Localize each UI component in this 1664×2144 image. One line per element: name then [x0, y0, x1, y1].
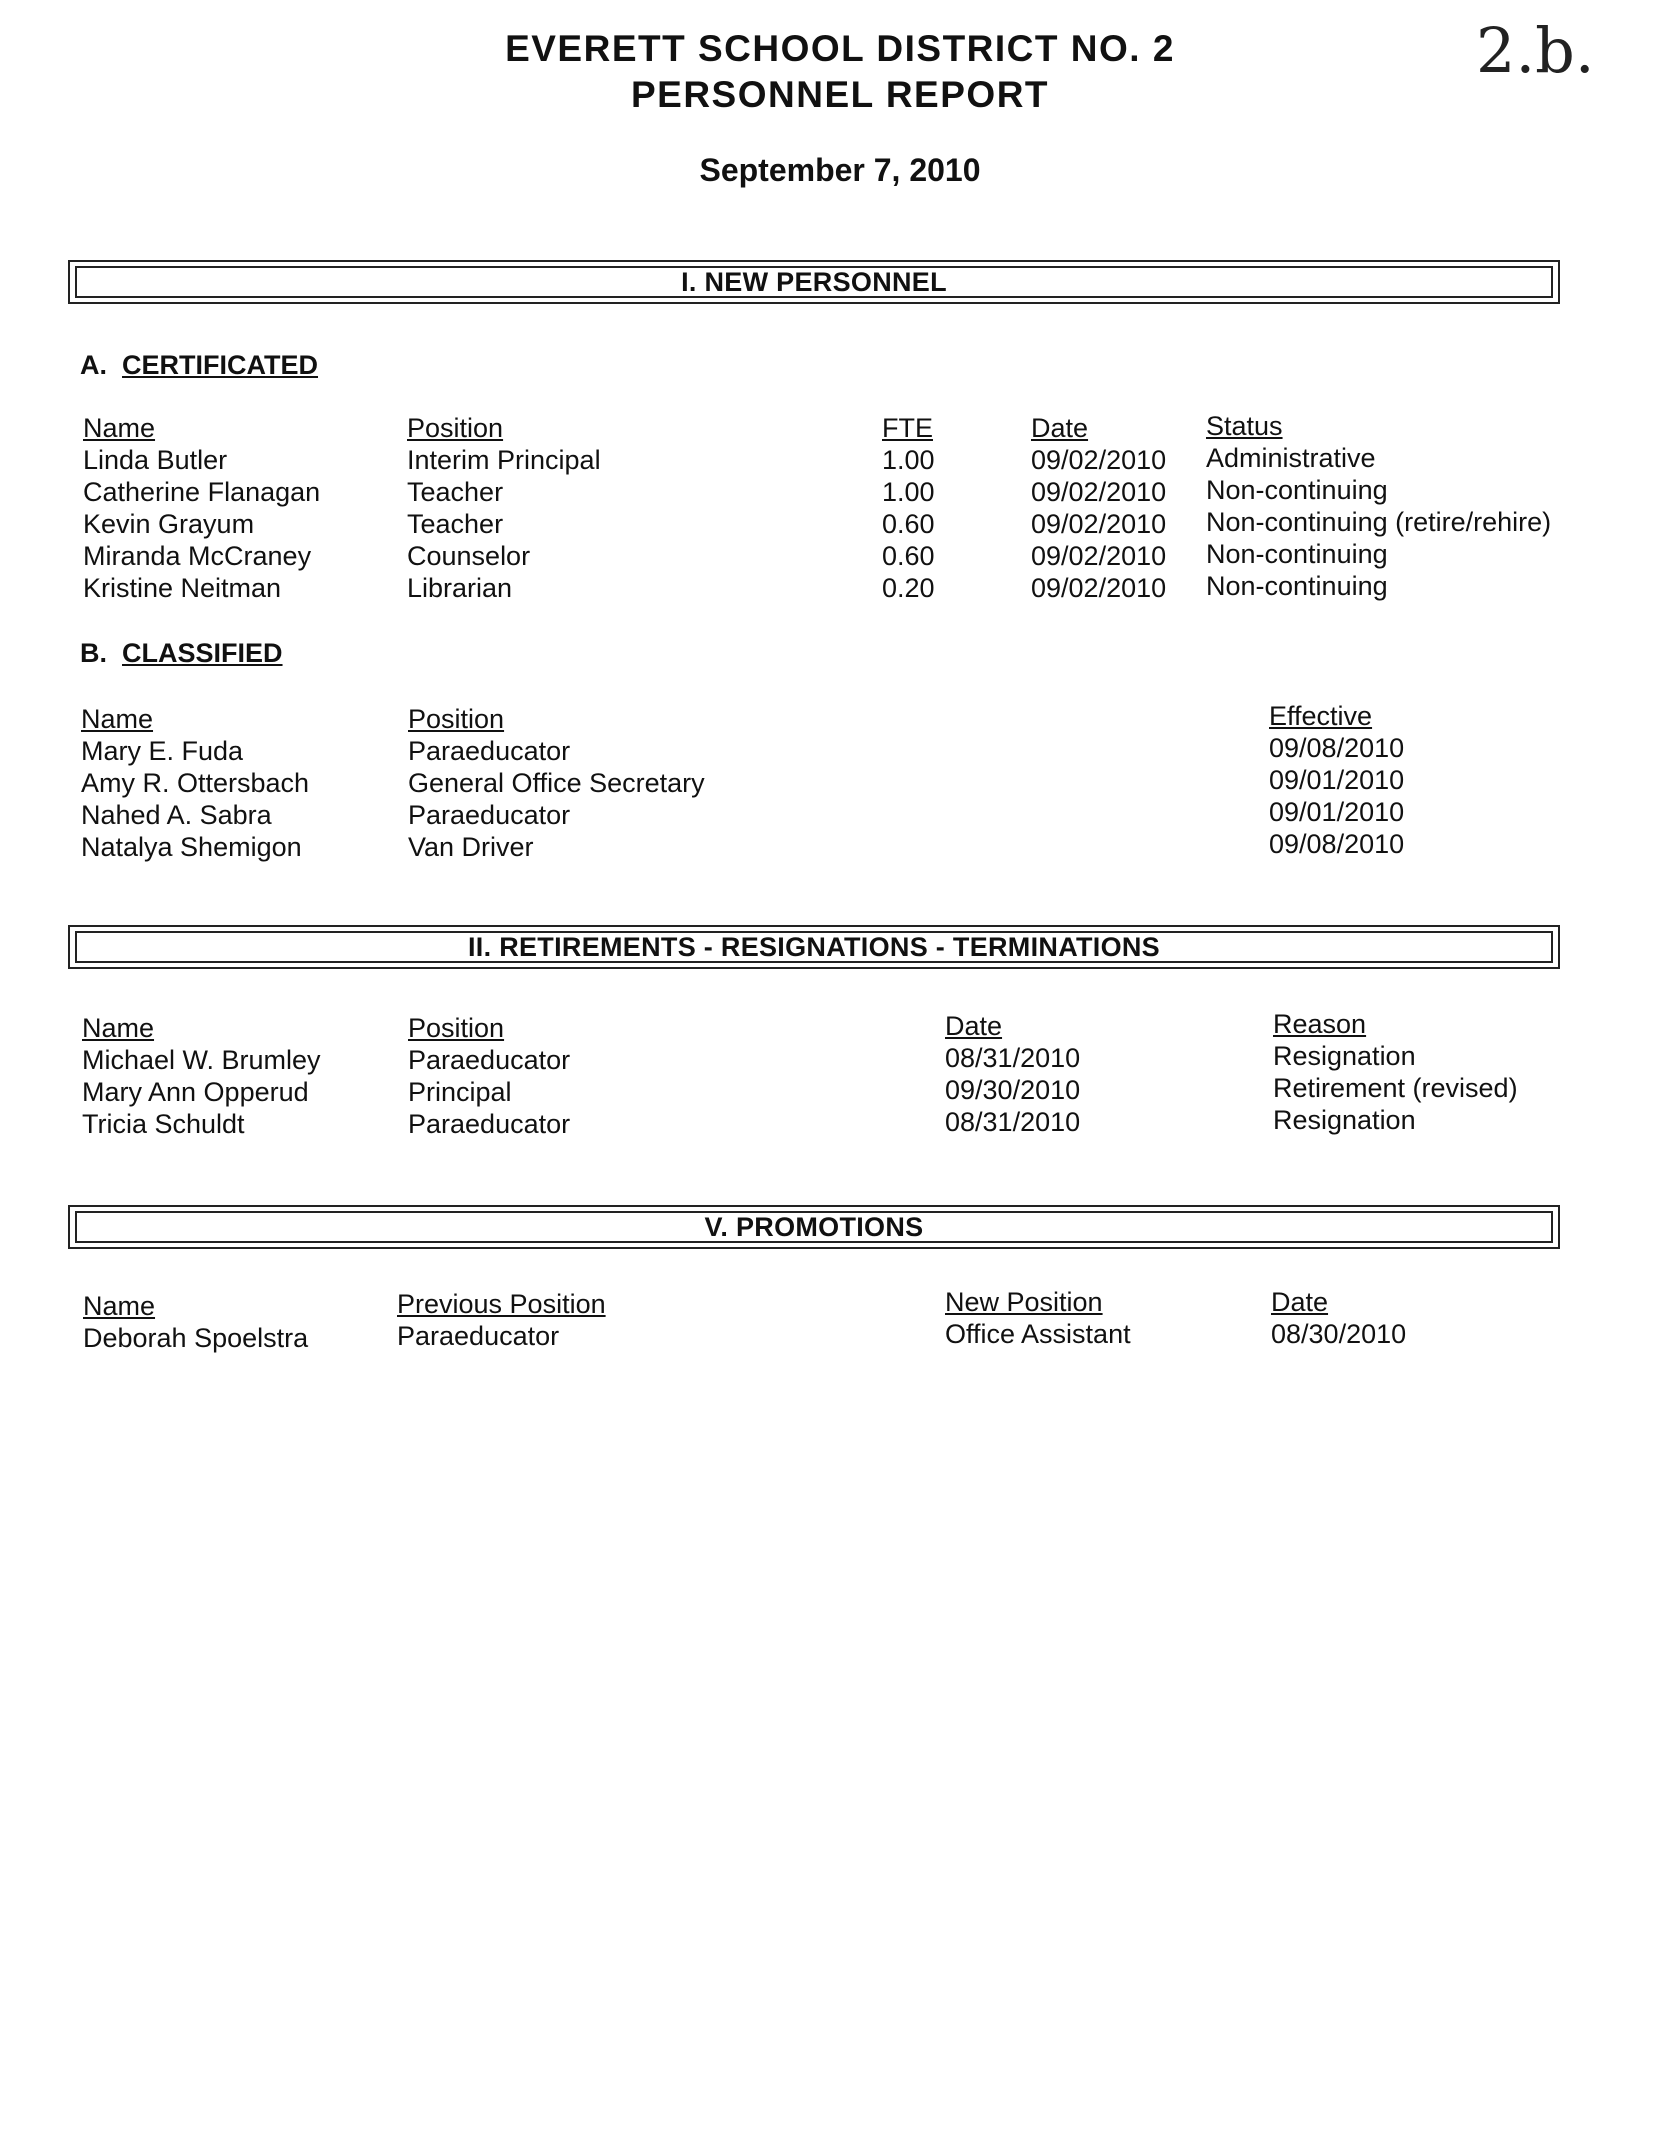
table-cell: 0.60 — [882, 541, 935, 571]
table-cell: Catherine Flanagan — [83, 477, 321, 507]
table-cell: Paraeducator — [408, 1045, 571, 1075]
section-retirements-band — [68, 925, 1560, 969]
table-cell: Teacher — [407, 509, 504, 539]
table-cell: Principal — [408, 1077, 512, 1107]
table-cell: 1.00 — [882, 445, 935, 475]
retirements-date-column — [945, 1010, 1080, 1138]
column-header-name: Name — [81, 704, 154, 734]
column-header-date: Date — [945, 1011, 1003, 1041]
certificated-position-column — [407, 412, 601, 604]
column-header-reason: Reason — [1273, 1009, 1367, 1039]
retirements-reason-column — [1273, 1008, 1518, 1136]
table-cell: Tricia Schuldt — [82, 1109, 245, 1139]
certificated-heading — [80, 350, 318, 381]
table-cell: Paraeducator — [408, 800, 571, 830]
table-cell: 1.00 — [882, 477, 935, 507]
table-cell: Paraeducator — [408, 1109, 571, 1139]
table-cell: Resignation — [1273, 1041, 1416, 1071]
report-date: September 7, 2010 — [699, 152, 981, 188]
column-header-name: Name — [82, 1013, 155, 1043]
classified-effective-column — [1269, 700, 1404, 860]
table-cell: 09/01/2010 — [1269, 765, 1405, 795]
promotions-new-position-column — [945, 1286, 1131, 1350]
handwritten-mark: 2.b. — [1476, 14, 1595, 87]
certificated-name-column — [83, 412, 320, 604]
promotions-name-column — [83, 1290, 308, 1354]
table-cell: General Office Secretary — [408, 768, 705, 798]
table-cell: 0.20 — [882, 573, 935, 603]
table-cell: Librarian — [407, 573, 513, 603]
table-cell: 0.60 — [882, 509, 935, 539]
promotions-date-column — [1271, 1286, 1406, 1350]
classified-name-column — [81, 703, 309, 863]
table-cell: Non-continuing — [1206, 539, 1388, 569]
table-cell: Interim Principal — [407, 445, 601, 475]
section-new-personnel-title: I. NEW PERSONNEL — [75, 266, 1553, 298]
table-cell: Linda Butler — [83, 445, 228, 475]
column-header-position: Position — [408, 1013, 505, 1043]
table-cell: 08/30/2010 — [1271, 1319, 1407, 1349]
section-promotions-band — [68, 1205, 1560, 1249]
table-cell: Amy R. Ottersbach — [81, 768, 310, 798]
table-cell: 08/31/2010 — [945, 1043, 1081, 1073]
column-header-position: Position — [408, 704, 505, 734]
table-cell: Miranda McCraney — [83, 541, 312, 571]
report-title: PERSONNEL REPORT — [630, 74, 1050, 115]
column-header-position: Position — [407, 413, 504, 443]
column-header-effective: Effective — [1269, 701, 1373, 731]
classified-prefix: B. — [80, 638, 107, 668]
section-new-personnel-band — [68, 260, 1560, 304]
table-cell: Paraeducator — [408, 736, 571, 766]
column-header-date: Date — [1271, 1287, 1329, 1317]
certificated-date-column — [1031, 412, 1166, 604]
certificated-status-column — [1206, 410, 1551, 602]
table-cell: Non-continuing — [1206, 571, 1388, 601]
table-cell: 08/31/2010 — [945, 1107, 1081, 1137]
column-header-name: Name — [83, 1291, 156, 1321]
certificated-label: CERTIFICATED — [122, 350, 319, 380]
table-cell: 09/01/2010 — [1269, 797, 1405, 827]
section-retirements-title: II. RETIREMENTS - RESIGNATIONS - TERMINATIONS — [75, 931, 1553, 963]
table-cell: Administrative — [1206, 443, 1376, 473]
table-cell: 09/08/2010 — [1269, 733, 1405, 763]
classified-position-column — [408, 703, 705, 863]
certificated-fte-column — [882, 412, 935, 604]
table-cell: Paraeducator — [397, 1321, 560, 1351]
column-header-date: Date — [1031, 413, 1089, 443]
table-cell: 09/30/2010 — [945, 1075, 1081, 1105]
table-cell: Teacher — [407, 477, 504, 507]
table-cell: 09/02/2010 — [1031, 573, 1167, 603]
table-cell: Deborah Spoelstra — [83, 1323, 309, 1353]
table-cell: Natalya Shemigon — [81, 832, 302, 862]
table-cell: Van Driver — [408, 832, 534, 862]
district-title: EVERETT SCHOOL DISTRICT NO. 2 — [505, 28, 1175, 69]
table-cell: Office Assistant — [945, 1319, 1131, 1349]
table-cell: Mary E. Fuda — [81, 736, 244, 766]
table-cell: Resignation — [1273, 1105, 1416, 1135]
promotions-previous-position-column — [397, 1288, 606, 1352]
table-cell: 09/02/2010 — [1031, 445, 1167, 475]
column-header-name: Name — [83, 413, 156, 443]
table-cell: 09/08/2010 — [1269, 829, 1405, 859]
classified-label: CLASSIFIED — [122, 638, 283, 668]
table-cell: Michael W. Brumley — [82, 1045, 321, 1075]
certificated-prefix: A. — [80, 350, 107, 380]
table-cell: Kristine Neitman — [83, 573, 282, 603]
table-cell: Nahed A. Sabra — [81, 800, 272, 830]
classified-heading — [80, 638, 283, 669]
column-header-previous-position: Previous Position — [397, 1289, 606, 1319]
table-cell: Kevin Grayum — [83, 509, 255, 539]
section-promotions-title: V. PROMOTIONS — [75, 1211, 1553, 1243]
table-cell: Non-continuing — [1206, 475, 1388, 505]
column-header-status: Status — [1206, 411, 1283, 441]
table-cell: Non-continuing (retire/rehire) — [1206, 507, 1552, 537]
table-cell: 09/02/2010 — [1031, 541, 1167, 571]
table-cell: Retirement (revised) — [1273, 1073, 1518, 1103]
table-cell: 09/02/2010 — [1031, 509, 1167, 539]
retirements-name-column — [82, 1012, 321, 1140]
column-header-new-position: New Position — [945, 1287, 1103, 1317]
table-cell: Mary Ann Opperud — [82, 1077, 309, 1107]
table-cell: 09/02/2010 — [1031, 477, 1167, 507]
table-cell: Counselor — [407, 541, 531, 571]
column-header-fte: FTE — [882, 413, 933, 443]
retirements-position-column — [408, 1012, 570, 1140]
